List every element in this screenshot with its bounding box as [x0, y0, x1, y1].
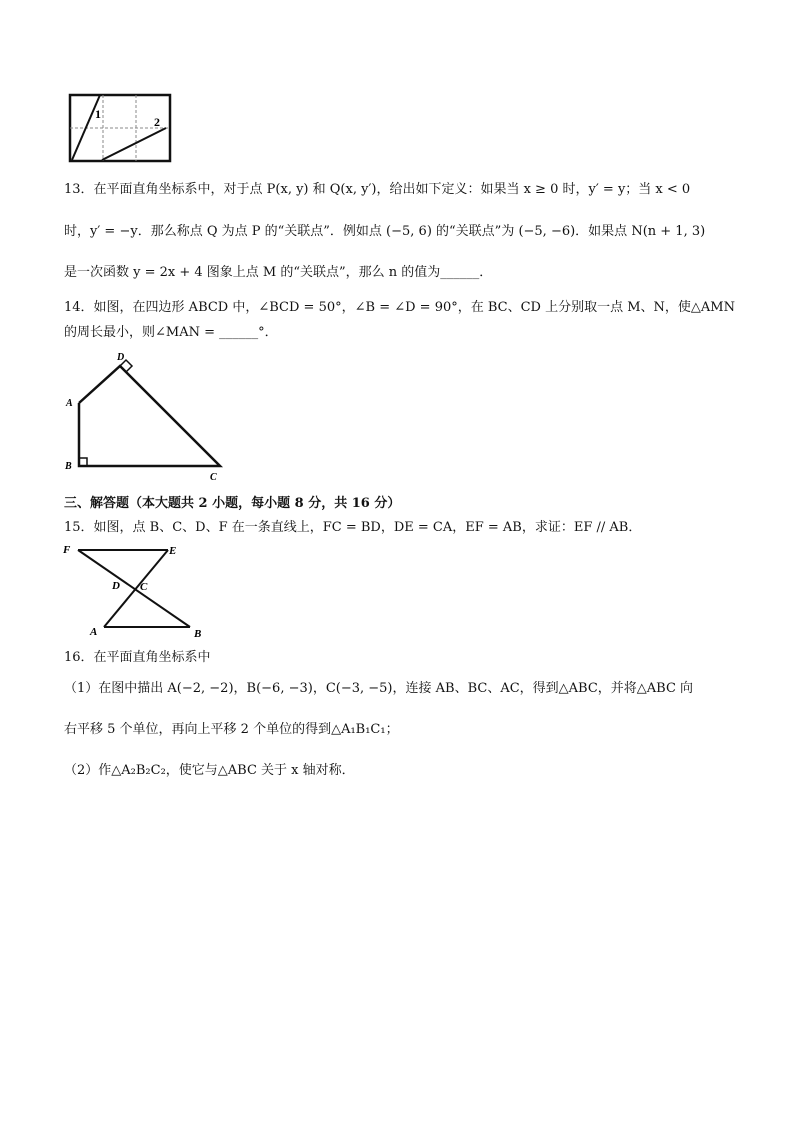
vertex-b-label: B — [65, 461, 72, 472]
q16-line-3: 右平移 5 个单位，再向上平移 2 个单位的得到△A₁B₁C₁； — [64, 722, 399, 737]
q16-line-2: （1）在图中描出 A(−2, −2)，B(−6, −3)，C(−3, −5)，连接 AB、BC、AC，得到△ABC，并将△ABC 向 — [64, 681, 694, 696]
q15-line-1: 15．如图，点 B、C、D、F 在一条直线上，FC = BD，DE = CA，EF = AB，求证：EF // AB． — [64, 520, 642, 535]
q13-line-2: 时，y′ = −y．那么称点 Q 为点 P 的“关联点”．例如点 (−5, 6) 的“关联点”为 (−5, −6)．如果点 N(n + 1, 3) — [64, 224, 706, 239]
section-3-heading: 三、解答题（本大题共 2 小题，每小题 8 分，共 16 分） — [64, 496, 401, 511]
point-b-label: B — [194, 628, 202, 640]
vertex-a-label: A — [66, 398, 73, 409]
q14-line-2: 的周长最小，则∠MAN = ______°． — [64, 325, 278, 340]
point-d-label: D — [112, 580, 120, 592]
q16-line-4: （2）作△A₂B₂C₂，使它与△ABC 关于 x 轴对称． — [64, 763, 355, 778]
angle-grid-figure — [66, 90, 174, 166]
parallel-proof-figure — [60, 540, 210, 640]
vertex-d-label: D — [117, 352, 125, 363]
point-f-label: F — [63, 544, 71, 556]
q13-line-1: 13．在平面直角坐标系中，对于点 P(x, y) 和 Q(x, y′)，给出如下定义：如果当 x ≥ 0 时，y′ = y；当 x < 0 — [64, 182, 691, 197]
point-a-label: A — [90, 626, 98, 638]
point-e-label: E — [169, 545, 177, 557]
q14-line-1: 14．如图，在四边形 ABCD 中，∠BCD = 50°，∠B = ∠D = 90°，在 BC、CD 上分别取一点 M、N，使△AMN — [64, 300, 735, 315]
point-c-label: C — [140, 581, 148, 593]
q16-line-1: 16．在平面直角坐标系中 — [64, 650, 211, 665]
quadrilateral-abcd-figure — [60, 348, 230, 484]
angle-2-label: 2 — [154, 115, 160, 129]
q13-line-3: 是一次函数 y = 2x + 4 图象上点 M 的“关联点”，那么 n 的值为______． — [64, 265, 493, 280]
vertex-c-label: C — [210, 472, 217, 483]
angle-1-label: 1 — [95, 107, 101, 121]
